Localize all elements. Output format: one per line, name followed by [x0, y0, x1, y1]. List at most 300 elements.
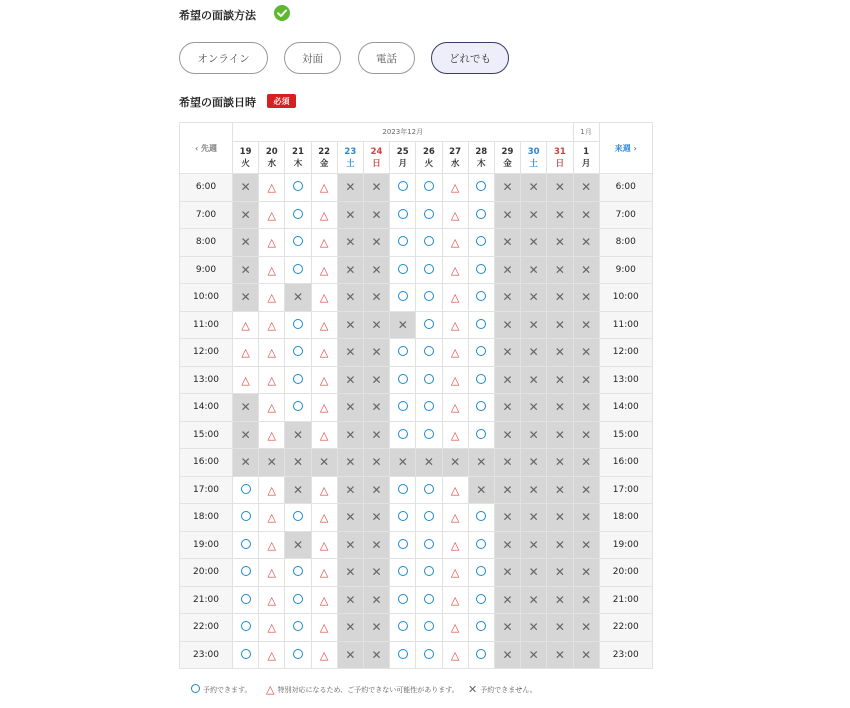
circle-icon: [398, 346, 408, 356]
cross-icon: ✕: [371, 565, 382, 580]
day-of-week: 月: [398, 158, 407, 169]
day-header: [468, 142, 494, 174]
slot-unavailable: [494, 201, 520, 229]
circle-icon: [241, 511, 251, 521]
slot-available[interactable]: [233, 559, 259, 587]
method-in-person-button[interactable]: 対面: [284, 42, 341, 74]
time-row: [180, 256, 653, 284]
cross-icon: ✕: [266, 455, 277, 470]
slot-maybe[interactable]: [311, 256, 337, 284]
circle-icon: [424, 401, 434, 411]
slot-unavailable: [363, 174, 389, 202]
slot-available[interactable]: [233, 641, 259, 669]
check-icon: [274, 5, 290, 21]
circle-icon: [424, 264, 434, 274]
slot-available[interactable]: [390, 614, 416, 642]
circle-icon: [424, 649, 434, 659]
slot-unavailable: [573, 229, 599, 257]
time-label: 20:00: [599, 559, 652, 587]
cross-icon: ✕: [345, 400, 356, 415]
day-number: 28: [475, 146, 488, 157]
triangle-icon: △: [319, 428, 329, 442]
circle-icon: [476, 539, 486, 549]
slot-maybe[interactable]: [233, 366, 259, 394]
slot-maybe[interactable]: [259, 174, 285, 202]
slot-unavailable: [521, 366, 547, 394]
time-label: 23:00: [599, 641, 652, 669]
slot-maybe[interactable]: [259, 229, 285, 257]
slot-available[interactable]: [390, 476, 416, 504]
time-label: 11:00: [180, 311, 233, 339]
circle-icon: [241, 484, 251, 494]
triangle-icon: △: [319, 511, 329, 525]
slot-unavailable: [337, 641, 363, 669]
slot-maybe[interactable]: [442, 531, 468, 559]
slot-maybe[interactable]: [442, 476, 468, 504]
triangle-icon: △: [241, 318, 250, 332]
circle-icon: [398, 374, 408, 384]
cross-icon: ✕: [371, 235, 382, 250]
slot-unavailable: [285, 449, 311, 477]
slot-available[interactable]: [390, 174, 416, 202]
slot-unavailable: [337, 256, 363, 284]
slot-available[interactable]: [416, 256, 442, 284]
day-header: [547, 142, 573, 174]
time-label: 18:00: [180, 504, 233, 532]
slot-maybe[interactable]: [259, 339, 285, 367]
slot-unavailable: [337, 504, 363, 532]
slot-unavailable: [363, 449, 389, 477]
cross-icon: ✕: [240, 290, 251, 305]
slot-maybe[interactable]: [311, 229, 337, 257]
day-number: 19: [239, 146, 252, 157]
slot-available[interactable]: [416, 366, 442, 394]
slot-unavailable: [337, 421, 363, 449]
slot-maybe[interactable]: [442, 201, 468, 229]
slot-available[interactable]: [416, 394, 442, 422]
slot-available[interactable]: [390, 504, 416, 532]
time-label: 14:00: [599, 394, 652, 422]
slot-available[interactable]: [468, 421, 494, 449]
triangle-icon: △: [319, 236, 329, 250]
circle-icon: [293, 401, 303, 411]
slot-available[interactable]: [285, 339, 311, 367]
slot-maybe[interactable]: [311, 366, 337, 394]
time-label: 16:00: [599, 449, 652, 477]
slot-unavailable: [573, 256, 599, 284]
slot-unavailable: [521, 339, 547, 367]
slot-maybe[interactable]: [442, 256, 468, 284]
slot-unavailable: [547, 174, 573, 202]
slot-maybe[interactable]: [233, 311, 259, 339]
slot-available[interactable]: [468, 229, 494, 257]
circle-icon: [476, 374, 486, 384]
slot-unavailable: [363, 476, 389, 504]
slot-unavailable: [363, 559, 389, 587]
slot-maybe[interactable]: [259, 614, 285, 642]
slot-maybe[interactable]: [259, 394, 285, 422]
slot-maybe[interactable]: [259, 476, 285, 504]
slot-maybe[interactable]: [311, 531, 337, 559]
slot-maybe[interactable]: [442, 421, 468, 449]
circle-icon: [476, 649, 486, 659]
slot-available[interactable]: [468, 394, 494, 422]
slot-maybe[interactable]: [259, 504, 285, 532]
circle-icon: [424, 181, 434, 191]
cross-icon: ✕: [345, 207, 356, 222]
circle-icon: [293, 511, 303, 521]
time-label: 7:00: [599, 201, 652, 229]
month-label: 2023年12月: [233, 123, 574, 142]
slot-available[interactable]: [416, 531, 442, 559]
method-phone-button[interactable]: 電話: [358, 42, 415, 74]
slot-unavailable: [573, 449, 599, 477]
slot-unavailable: [573, 284, 599, 312]
slot-available[interactable]: [285, 256, 311, 284]
cross-icon: ✕: [581, 235, 592, 250]
slot-maybe[interactable]: [259, 256, 285, 284]
day-number: 29: [501, 146, 514, 157]
cross-icon: ✕: [528, 317, 539, 332]
time-row: [180, 504, 653, 532]
slot-unavailable: [573, 311, 599, 339]
slot-available[interactable]: [390, 366, 416, 394]
day-number: 25: [396, 146, 409, 157]
slot-unavailable: [363, 284, 389, 312]
slot-maybe[interactable]: [259, 559, 285, 587]
cross-icon: ✕: [345, 565, 356, 580]
slot-maybe[interactable]: [442, 284, 468, 312]
day-of-week: 水: [450, 158, 460, 169]
method-any-button[interactable]: どれでも: [431, 42, 509, 74]
circle-icon: [424, 236, 434, 246]
slot-maybe[interactable]: [442, 504, 468, 532]
slot-unavailable: [363, 421, 389, 449]
slot-available[interactable]: [390, 339, 416, 367]
slot-unavailable: [416, 449, 442, 477]
slot-available[interactable]: [285, 229, 311, 257]
circle-icon: [476, 511, 486, 521]
cross-icon: ✕: [502, 455, 513, 470]
slot-maybe[interactable]: [311, 201, 337, 229]
day-of-week: 火: [424, 158, 434, 169]
slot-available[interactable]: [390, 201, 416, 229]
slot-available[interactable]: [285, 614, 311, 642]
cross-icon: ✕: [423, 455, 434, 470]
slot-unavailable: [337, 394, 363, 422]
slot-maybe[interactable]: [442, 394, 468, 422]
slot-maybe[interactable]: [442, 229, 468, 257]
circle-icon: [398, 594, 408, 604]
slot-available[interactable]: [468, 531, 494, 559]
slot-available[interactable]: [416, 421, 442, 449]
circle-icon: [293, 319, 303, 329]
circle-icon: [424, 346, 434, 356]
slot-available[interactable]: [416, 339, 442, 367]
slot-available[interactable]: [390, 586, 416, 614]
slot-available[interactable]: [390, 559, 416, 587]
slot-unavailable: [573, 174, 599, 202]
slot-maybe[interactable]: [442, 614, 468, 642]
cross-icon: ✕: [528, 372, 539, 387]
slot-unavailable: [285, 531, 311, 559]
cross-icon: ✕: [240, 455, 251, 470]
slot-unavailable: [337, 449, 363, 477]
slot-maybe[interactable]: [311, 421, 337, 449]
slot-available[interactable]: [468, 559, 494, 587]
slot-available[interactable]: [285, 201, 311, 229]
slot-maybe[interactable]: [442, 174, 468, 202]
slot-maybe[interactable]: [442, 366, 468, 394]
slot-unavailable: [285, 284, 311, 312]
triangle-icon: △: [267, 566, 277, 580]
cross-icon: ✕: [554, 372, 565, 387]
cross-icon: ✕: [528, 290, 539, 305]
slot-maybe[interactable]: [259, 201, 285, 229]
chevron-left-icon: ‹: [194, 143, 199, 153]
slot-available[interactable]: [390, 641, 416, 669]
slot-available[interactable]: [468, 366, 494, 394]
slot-unavailable: [494, 284, 520, 312]
time-label: 21:00: [599, 586, 652, 614]
slot-maybe[interactable]: [311, 476, 337, 504]
prev-week-label: 先週: [201, 143, 218, 153]
triangle-icon: △: [267, 428, 277, 442]
slot-unavailable: [573, 586, 599, 614]
slot-unavailable: [573, 366, 599, 394]
slot-maybe[interactable]: [311, 641, 337, 669]
circle-icon: [398, 401, 408, 411]
slot-unavailable: [337, 559, 363, 587]
slot-available[interactable]: [285, 504, 311, 532]
slot-unavailable: [363, 339, 389, 367]
triangle-icon: △: [319, 318, 329, 332]
triangle-icon: △: [450, 291, 460, 305]
slot-available[interactable]: [468, 339, 494, 367]
cross-icon: ✕: [502, 207, 513, 222]
slot-available[interactable]: [416, 174, 442, 202]
cross-icon: ✕: [292, 427, 303, 442]
slot-maybe[interactable]: [311, 614, 337, 642]
triangle-icon: △: [267, 236, 277, 250]
triangle-icon: △: [319, 593, 329, 607]
slot-maybe[interactable]: [259, 311, 285, 339]
slot-available[interactable]: [390, 421, 416, 449]
time-label: 15:00: [599, 421, 652, 449]
slot-available[interactable]: [468, 614, 494, 642]
cross-icon: ✕: [371, 537, 382, 552]
slot-maybe[interactable]: [259, 586, 285, 614]
circle-icon: [476, 181, 486, 191]
slot-maybe[interactable]: [259, 284, 285, 312]
slot-maybe[interactable]: [311, 504, 337, 532]
day-of-week: 水: [267, 158, 277, 169]
slot-unavailable: [337, 339, 363, 367]
cross-icon: ✕: [371, 400, 382, 415]
slot-maybe[interactable]: [311, 174, 337, 202]
circle-icon: [424, 539, 434, 549]
cross-icon: ✕: [554, 510, 565, 525]
slot-unavailable: [521, 504, 547, 532]
triangle-icon: △: [241, 346, 250, 360]
time-label: 13:00: [599, 366, 652, 394]
slot-available[interactable]: [285, 174, 311, 202]
slot-available[interactable]: [468, 504, 494, 532]
day-of-week: 日: [372, 158, 381, 169]
slot-unavailable: [363, 586, 389, 614]
triangle-icon: △: [450, 483, 460, 497]
circle-icon: [293, 209, 303, 219]
slot-available[interactable]: [390, 256, 416, 284]
slot-available[interactable]: [285, 311, 311, 339]
slot-unavailable: [573, 614, 599, 642]
triangle-icon: △: [241, 373, 250, 387]
slot-available[interactable]: [390, 229, 416, 257]
slot-unavailable: [494, 229, 520, 257]
cross-icon: ✕: [502, 482, 513, 497]
slot-available[interactable]: [468, 641, 494, 669]
day-header: [259, 142, 285, 174]
cross-icon: ✕: [397, 317, 408, 332]
slot-maybe[interactable]: [259, 366, 285, 394]
cross-icon: ✕: [581, 510, 592, 525]
circle-icon: [293, 594, 303, 604]
time-row: [180, 586, 653, 614]
cross-icon: ✕: [345, 262, 356, 277]
triangle-icon: △: [319, 621, 329, 635]
slot-available[interactable]: [285, 394, 311, 422]
prev-week-link[interactable]: [180, 123, 233, 174]
cross-icon: ✕: [397, 455, 408, 470]
slot-maybe[interactable]: [259, 641, 285, 669]
cross-icon: ✕: [581, 317, 592, 332]
slot-available[interactable]: [468, 311, 494, 339]
slot-unavailable: [337, 201, 363, 229]
time-row: [180, 229, 653, 257]
cross-icon: ✕: [345, 290, 356, 305]
slot-available[interactable]: [390, 284, 416, 312]
time-row: [180, 641, 653, 669]
slot-available[interactable]: [468, 174, 494, 202]
time-row: [180, 339, 653, 367]
slot-available[interactable]: [468, 284, 494, 312]
slot-maybe[interactable]: [259, 531, 285, 559]
triangle-icon: △: [319, 538, 329, 552]
slot-maybe[interactable]: [311, 586, 337, 614]
triangle-icon: △: [267, 346, 277, 360]
circle-icon: [398, 291, 408, 301]
triangle-icon: △: [319, 181, 329, 195]
slot-maybe[interactable]: [311, 311, 337, 339]
slot-available[interactable]: [416, 284, 442, 312]
slot-available[interactable]: [416, 641, 442, 669]
day-number: 26: [422, 146, 435, 157]
cross-icon: ✕: [371, 592, 382, 607]
slot-available[interactable]: [285, 366, 311, 394]
slot-available[interactable]: [416, 201, 442, 229]
triangle-icon: △: [319, 373, 329, 387]
next-week-label: 来週: [614, 143, 631, 153]
slot-unavailable: [547, 504, 573, 532]
slot-available[interactable]: [233, 531, 259, 559]
circle-icon: [476, 264, 486, 274]
slot-maybe[interactable]: [259, 421, 285, 449]
circle-icon: [424, 484, 434, 494]
slot-available[interactable]: [416, 614, 442, 642]
slot-available[interactable]: [468, 201, 494, 229]
slot-available[interactable]: [416, 504, 442, 532]
slot-unavailable: [494, 641, 520, 669]
slot-available[interactable]: [390, 531, 416, 559]
cross-icon: ✕: [345, 482, 356, 497]
cross-icon: ✕: [528, 345, 539, 360]
next-week-link[interactable]: [599, 123, 652, 174]
cross-icon: ✕: [292, 455, 303, 470]
slot-maybe[interactable]: [311, 284, 337, 312]
circle-icon: [398, 539, 408, 549]
method-online-button[interactable]: オンライン: [179, 42, 268, 74]
slot-available[interactable]: [233, 586, 259, 614]
slot-maybe[interactable]: [442, 339, 468, 367]
day-header: [442, 142, 468, 174]
time-label: 9:00: [180, 256, 233, 284]
slot-maybe[interactable]: [311, 339, 337, 367]
legend-available-text: 予約できます。: [203, 685, 252, 694]
cross-icon: ✕: [240, 207, 251, 222]
slot-unavailable: [363, 256, 389, 284]
time-row: [180, 366, 653, 394]
cross-icon: ✕: [345, 647, 356, 662]
slot-unavailable: [494, 421, 520, 449]
slot-available[interactable]: [468, 256, 494, 284]
slot-available[interactable]: [233, 504, 259, 532]
slot-available[interactable]: [468, 586, 494, 614]
slot-available[interactable]: [285, 559, 311, 587]
slot-available[interactable]: [285, 641, 311, 669]
day-header: [573, 142, 599, 174]
slot-available[interactable]: [416, 229, 442, 257]
slot-available[interactable]: [285, 586, 311, 614]
cross-icon: ✕: [371, 647, 382, 662]
slot-maybe[interactable]: [233, 339, 259, 367]
slot-available[interactable]: [233, 614, 259, 642]
slot-maybe[interactable]: [442, 311, 468, 339]
triangle-icon: △: [319, 346, 329, 360]
day-of-week: 木: [477, 158, 486, 169]
slot-maybe[interactable]: [311, 394, 337, 422]
slot-available[interactable]: [416, 311, 442, 339]
slot-maybe[interactable]: [311, 559, 337, 587]
slot-available[interactable]: [390, 394, 416, 422]
slot-unavailable: [494, 339, 520, 367]
cross-icon: ✕: [581, 455, 592, 470]
cross-icon: ✕: [554, 482, 565, 497]
time-row: [180, 421, 653, 449]
slot-maybe[interactable]: [442, 559, 468, 587]
slot-available[interactable]: [233, 476, 259, 504]
slot-unavailable: [442, 449, 468, 477]
slot-available[interactable]: [416, 559, 442, 587]
cross-icon: ✕: [528, 565, 539, 580]
triangle-icon: △: [267, 483, 277, 497]
slot-available[interactable]: [416, 476, 442, 504]
cross-icon: ✕: [371, 262, 382, 277]
slot-available[interactable]: [416, 586, 442, 614]
cross-icon: ✕: [554, 620, 565, 635]
slot-maybe[interactable]: [442, 641, 468, 669]
slot-maybe[interactable]: [442, 586, 468, 614]
slot-unavailable: [573, 394, 599, 422]
